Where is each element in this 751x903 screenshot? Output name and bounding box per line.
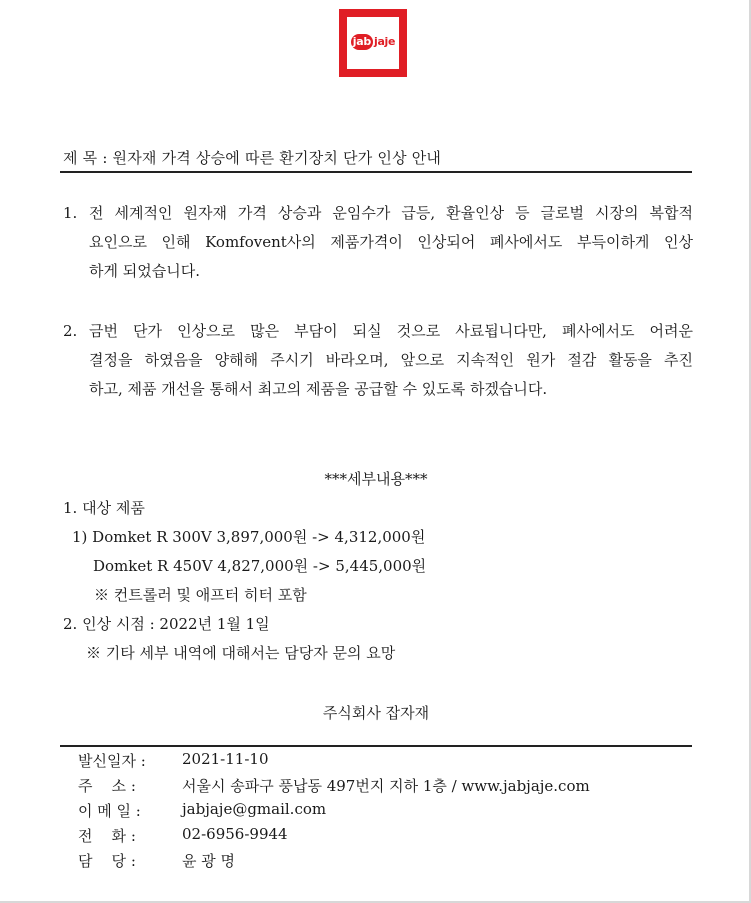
contact-note: ※ 기타 세부 내역에 대해서는 담당자 문의 요망 <box>86 644 396 662</box>
subject-line: 제 목 : 원자재 가격 상승에 따른 환기장치 단가 인상 안내 <box>63 149 442 167</box>
footer-row-contact <box>78 850 236 871</box>
paragraph-1 <box>63 199 693 286</box>
company-logo <box>339 9 407 77</box>
paragraph-line: 하고, 제품 개선을 통해서 최고의 제품을 공급할 수 있도록 하겠습니다. <box>89 380 548 398</box>
footer-label: 이 메 일 : <box>78 802 141 820</box>
product-line: Domket R 450V 4,827,000원 -> 5,445,000원 <box>93 557 427 575</box>
footer-label: 발신일자 : <box>78 752 146 770</box>
divider <box>60 171 692 173</box>
paragraph-2 <box>63 317 693 404</box>
details-title: ***세부내용*** <box>324 470 428 488</box>
footer-row-date <box>78 750 269 771</box>
footer-label: 전 화 : <box>78 827 136 845</box>
paragraph-number: 1. <box>63 204 78 222</box>
footer-row-email <box>78 800 327 821</box>
date-heading: 2. 인상 시점 : 2022년 1월 1일 <box>63 615 270 633</box>
footer-value: 서울시 송파구 풍납동 497번지 지하 1층 / www.jabjaje.com <box>182 777 590 795</box>
product-note: ※ 컨트롤러 및 애프터 히터 포함 <box>94 586 307 604</box>
company-name: 주식회사 잡자재 <box>322 704 430 722</box>
footer-row-phone <box>78 825 288 846</box>
footer-value: 2021-11-10 <box>182 750 269 768</box>
divider <box>60 745 692 747</box>
logo-wordmark: jab jaje <box>352 35 396 48</box>
footer-row-address <box>78 775 590 796</box>
footer-value: 윤 광 명 <box>182 852 236 870</box>
footer-label: 주 소 : <box>78 777 136 795</box>
paragraph-line: 결정을 하였음을 양해해 주시기 바라오며, 앞으로 지속적인 원가 절감 활동을 추진 <box>89 351 693 369</box>
product-line: 1) Domket R 300V 3,897,000원 -> 4,312,000원 <box>72 528 426 546</box>
footer-value: 02-6956-9944 <box>182 825 288 843</box>
paragraph-number: 2. <box>63 322 78 340</box>
footer-value: jabjaje@gmail.com <box>182 800 327 818</box>
paragraph-line: 하게 되었습니다. <box>89 262 200 280</box>
paragraph-line: 전 세계적인 원자재 가격 상승과 운임수가 급등, 환율인상 등 글로벌 시장의 복합적 <box>89 204 693 222</box>
paragraph-line: 금번 단가 인상으로 많은 부담이 되실 것으로 사료됩니다만, 폐사에서도 어려운 <box>89 322 693 340</box>
paragraph-line: 요인으로 인해 Komfovent사의 제품가격이 인상되어 폐사에서도 부득이하게 인상 <box>89 233 693 251</box>
footer-label: 담 당 : <box>78 852 136 870</box>
target-heading: 1. 대상 제품 <box>63 499 145 517</box>
